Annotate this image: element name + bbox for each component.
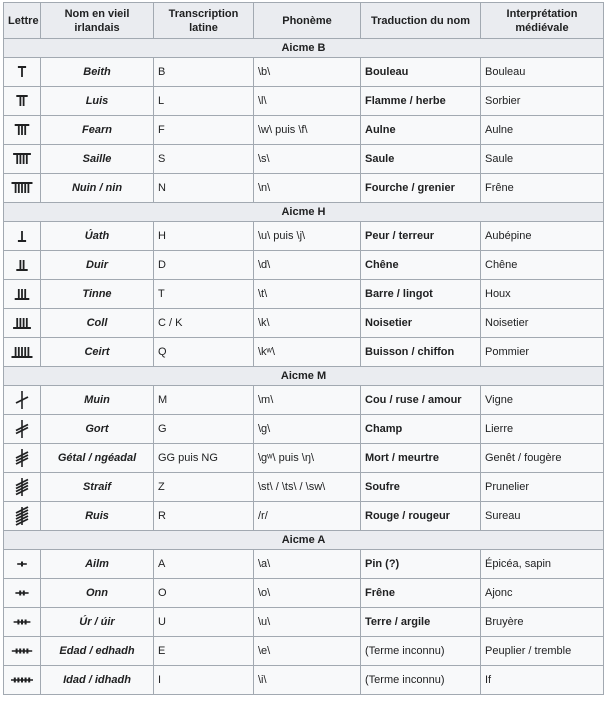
letter-cell xyxy=(4,550,41,579)
medieval-interpretation: Sorbier xyxy=(481,87,604,116)
table-row xyxy=(4,280,604,309)
latin-transcription: GG puis NG xyxy=(154,444,254,473)
table-row xyxy=(4,251,604,280)
latin-transcription: L xyxy=(154,87,254,116)
letter-name: Coll xyxy=(41,309,154,338)
ogham-getal-icon xyxy=(4,448,40,468)
group-title: Aicme H xyxy=(4,203,604,222)
letter-cell xyxy=(4,222,41,251)
latin-transcription: O xyxy=(154,579,254,608)
name-translation: Chêne xyxy=(361,251,481,280)
letter-name: Onn xyxy=(41,579,154,608)
letter-name: Nuin / nin xyxy=(41,174,154,203)
letter-name: Ailm xyxy=(41,550,154,579)
table-row xyxy=(4,550,604,579)
ogham-ceirt-icon xyxy=(4,342,40,362)
medieval-interpretation: Aubépine xyxy=(481,222,604,251)
name-translation: Terre / argile xyxy=(361,608,481,637)
ogham-muin-icon xyxy=(4,390,40,410)
latin-transcription: G xyxy=(154,415,254,444)
letter-name: Ceirt xyxy=(41,338,154,367)
letter-name: Edad / edhadh xyxy=(41,637,154,666)
header-lettre: Lettre xyxy=(4,3,41,39)
latin-transcription: U xyxy=(154,608,254,637)
letter-cell xyxy=(4,637,41,666)
ogham-nuin-icon xyxy=(4,178,40,198)
phoneme: \d\ xyxy=(254,251,361,280)
letter-cell xyxy=(4,608,41,637)
name-translation: Saule xyxy=(361,145,481,174)
medieval-interpretation: Frêne xyxy=(481,174,604,203)
medieval-interpretation: Épicéa, sapin xyxy=(481,550,604,579)
letter-cell xyxy=(4,415,41,444)
header-phoneme: Phonème xyxy=(254,3,361,39)
name-translation: Bouleau xyxy=(361,58,481,87)
phoneme: \w\ puis \f\ xyxy=(254,116,361,145)
table-row xyxy=(4,145,604,174)
letter-cell xyxy=(4,666,41,695)
letter-name: Idad / idhadh xyxy=(41,666,154,695)
medieval-interpretation: Saule xyxy=(481,145,604,174)
medieval-interpretation: Bouleau xyxy=(481,58,604,87)
phoneme: \l\ xyxy=(254,87,361,116)
phoneme: \st\ / \ts\ / \sw\ xyxy=(254,473,361,502)
phoneme: \m\ xyxy=(254,386,361,415)
medieval-interpretation: Chêne xyxy=(481,251,604,280)
ogham-edad-icon xyxy=(4,641,40,661)
ogham-tinne-icon xyxy=(4,284,40,304)
letter-name: Ruis xyxy=(41,502,154,531)
header-row xyxy=(4,3,604,39)
table-row xyxy=(4,502,604,531)
latin-transcription: B xyxy=(154,58,254,87)
latin-transcription: A xyxy=(154,550,254,579)
letter-cell xyxy=(4,502,41,531)
letter-cell xyxy=(4,338,41,367)
latin-transcription: D xyxy=(154,251,254,280)
table-row xyxy=(4,473,604,502)
name-translation: Barre / lingot xyxy=(361,280,481,309)
table-row xyxy=(4,608,604,637)
letter-cell xyxy=(4,87,41,116)
ogham-straif-icon xyxy=(4,477,40,497)
phoneme: \n\ xyxy=(254,174,361,203)
header-nom: Nom en vieil irlandais xyxy=(41,3,154,39)
phoneme: \g\ xyxy=(254,415,361,444)
header-traduction: Traduction du nom xyxy=(361,3,481,39)
table-row xyxy=(4,309,604,338)
medieval-interpretation: Vigne xyxy=(481,386,604,415)
name-translation: Flamme / herbe xyxy=(361,87,481,116)
ogham-coll-icon xyxy=(4,313,40,333)
letter-name: Duir xyxy=(41,251,154,280)
table-row xyxy=(4,637,604,666)
phoneme: /r/ xyxy=(254,502,361,531)
name-translation: Fourche / grenier xyxy=(361,174,481,203)
ogham-beith-icon xyxy=(4,62,40,82)
group-title: Aicme M xyxy=(4,367,604,386)
medieval-interpretation: Ajonc xyxy=(481,579,604,608)
phoneme: \b\ xyxy=(254,58,361,87)
medieval-interpretation: Prunelier xyxy=(481,473,604,502)
phoneme: \u\ xyxy=(254,608,361,637)
table-row xyxy=(4,386,604,415)
phoneme: \kʷ\ xyxy=(254,338,361,367)
group-header-row xyxy=(4,39,604,58)
latin-transcription: I xyxy=(154,666,254,695)
medieval-interpretation: Noisetier xyxy=(481,309,604,338)
group-header-row xyxy=(4,203,604,222)
table-row xyxy=(4,87,604,116)
ogham-fearn-icon xyxy=(4,120,40,140)
table-row xyxy=(4,338,604,367)
name-translation: (Terme inconnu) xyxy=(361,666,481,695)
phoneme: \u\ puis \j\ xyxy=(254,222,361,251)
header-transcription: Transcription latine xyxy=(154,3,254,39)
latin-transcription: C / K xyxy=(154,309,254,338)
letter-cell xyxy=(4,309,41,338)
latin-transcription: Z xyxy=(154,473,254,502)
table-row xyxy=(4,579,604,608)
letter-name: Úr / úir xyxy=(41,608,154,637)
table-row xyxy=(4,444,604,473)
latin-transcription: Q xyxy=(154,338,254,367)
latin-transcription: M xyxy=(154,386,254,415)
letter-cell xyxy=(4,251,41,280)
name-translation: Aulne xyxy=(361,116,481,145)
phoneme: \o\ xyxy=(254,579,361,608)
ogham-saille-icon xyxy=(4,149,40,169)
phoneme: \k\ xyxy=(254,309,361,338)
group-title: Aicme B xyxy=(4,39,604,58)
letter-cell xyxy=(4,58,41,87)
group-header-row xyxy=(4,531,604,550)
phoneme: \a\ xyxy=(254,550,361,579)
medieval-interpretation: Lierre xyxy=(481,415,604,444)
phoneme: \s\ xyxy=(254,145,361,174)
latin-transcription: E xyxy=(154,637,254,666)
group-header-row xyxy=(4,367,604,386)
ogham-luis-icon xyxy=(4,91,40,111)
phoneme: \i\ xyxy=(254,666,361,695)
medieval-interpretation: If xyxy=(481,666,604,695)
medieval-interpretation: Aulne xyxy=(481,116,604,145)
phoneme: \gʷ\ puis \ŋ\ xyxy=(254,444,361,473)
ogham-duir-icon xyxy=(4,255,40,275)
name-translation: Frêne xyxy=(361,579,481,608)
medieval-interpretation: Genêt / fougère xyxy=(481,444,604,473)
table-row xyxy=(4,58,604,87)
name-translation: (Terme inconnu) xyxy=(361,637,481,666)
ogham-ur-icon xyxy=(4,612,40,632)
letter-name: Tinne xyxy=(41,280,154,309)
latin-transcription: H xyxy=(154,222,254,251)
table-row xyxy=(4,222,604,251)
letter-cell xyxy=(4,579,41,608)
name-translation: Cou / ruse / amour xyxy=(361,386,481,415)
letter-name: Saille xyxy=(41,145,154,174)
letter-name: Gort xyxy=(41,415,154,444)
phoneme: \e\ xyxy=(254,637,361,666)
name-translation: Noisetier xyxy=(361,309,481,338)
table-row xyxy=(4,116,604,145)
table-row xyxy=(4,415,604,444)
name-translation: Pin (?) xyxy=(361,550,481,579)
header-interpretation: Interprétation médiévale xyxy=(481,3,604,39)
ogham-table xyxy=(3,2,604,695)
letter-cell xyxy=(4,280,41,309)
ogham-gort-icon xyxy=(4,419,40,439)
letter-cell xyxy=(4,174,41,203)
latin-transcription: T xyxy=(154,280,254,309)
name-translation: Soufre xyxy=(361,473,481,502)
letter-name: Luis xyxy=(41,87,154,116)
ogham-idad-icon xyxy=(4,670,40,690)
name-translation: Champ xyxy=(361,415,481,444)
letter-cell xyxy=(4,473,41,502)
table-row xyxy=(4,174,604,203)
letter-name: Úath xyxy=(41,222,154,251)
latin-transcription: S xyxy=(154,145,254,174)
letter-cell xyxy=(4,145,41,174)
latin-transcription: F xyxy=(154,116,254,145)
letter-cell xyxy=(4,386,41,415)
table-row xyxy=(4,666,604,695)
medieval-interpretation: Houx xyxy=(481,280,604,309)
letter-name: Beith xyxy=(41,58,154,87)
letter-name: Straif xyxy=(41,473,154,502)
name-translation: Rouge / rougeur xyxy=(361,502,481,531)
ogham-ruis-icon xyxy=(4,506,40,526)
ogham-onn-icon xyxy=(4,583,40,603)
group-title: Aicme A xyxy=(4,531,604,550)
ogham-ailm-icon xyxy=(4,554,40,574)
ogham-uath-icon xyxy=(4,226,40,246)
medieval-interpretation: Bruyère xyxy=(481,608,604,637)
phoneme: \t\ xyxy=(254,280,361,309)
table-body xyxy=(4,39,604,695)
letter-cell xyxy=(4,444,41,473)
letter-name: Gétal / ngéadal xyxy=(41,444,154,473)
name-translation: Peur / terreur xyxy=(361,222,481,251)
medieval-interpretation: Pommier xyxy=(481,338,604,367)
latin-transcription: N xyxy=(154,174,254,203)
name-translation: Mort / meurtre xyxy=(361,444,481,473)
medieval-interpretation: Sureau xyxy=(481,502,604,531)
medieval-interpretation: Peuplier / tremble xyxy=(481,637,604,666)
letter-name: Muin xyxy=(41,386,154,415)
letter-name: Fearn xyxy=(41,116,154,145)
name-translation: Buisson / chiffon xyxy=(361,338,481,367)
latin-transcription: R xyxy=(154,502,254,531)
letter-cell xyxy=(4,116,41,145)
